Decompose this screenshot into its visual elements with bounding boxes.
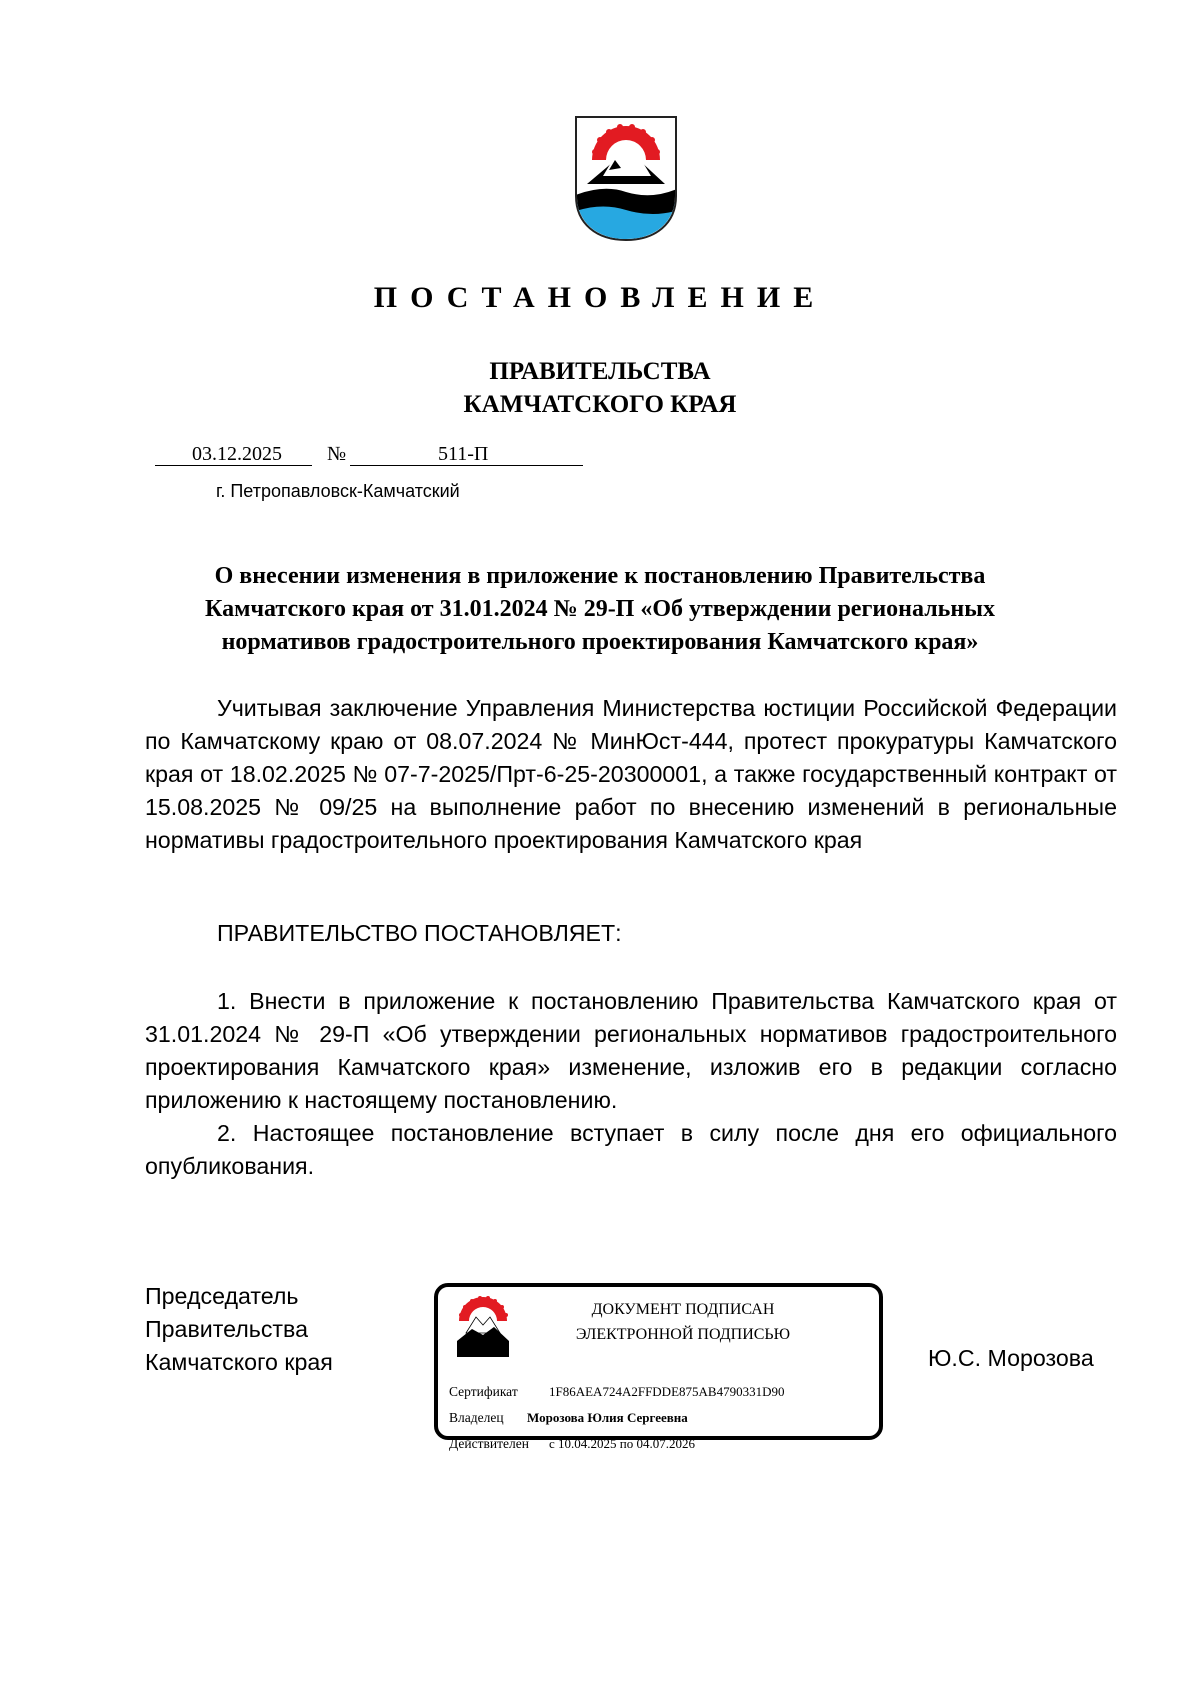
owner-value: Морозова Юлия Сергеевна <box>527 1410 688 1425</box>
stamp-owner-row <box>449 1410 688 1426</box>
resolution-items <box>145 985 1117 1183</box>
coat-of-arms-icon <box>573 114 679 242</box>
stamp-certificate-row <box>449 1384 784 1400</box>
resolution-item: 1. Внести в приложение к постановлению Правительства Камчатского края от 31.01.2024 № 29-П «Об утверждении региональных нормативов градостроительного проектирования Камчатского края» изменение, изложив его в редакции согласно приложению к настоящему постановлению. <box>145 988 1117 1113</box>
resolves-heading: ПРАВИТЕЛЬСТВО ПОСТАНОВЛЯЕТ: <box>217 920 622 946</box>
stamp-heading <box>538 1297 828 1347</box>
subject-line: нормативов градостроительного проектирования Камчатского края» <box>221 629 979 655</box>
preamble-paragraph: Учитывая заключение Управления Министерства юстиции Российской Федерации по Камчатскому краю от 08.07.2024 № МинЮст-444, протест прокуратуры Камчатского края от 18.02.2025 № 07-7-2025/Прт-6-25-20300001, а также государственный контракт от 15.08.2025 № 09/25 на выполнение работ по внесению изменений в региональные нормативы градостроительного проектирования Камчатского края <box>145 695 1117 853</box>
document-subject <box>130 560 1070 659</box>
signer-position-line: Камчатского края <box>145 1349 333 1375</box>
owner-label: Владелец <box>449 1410 504 1425</box>
subject-line: Камчатского края от 31.01.2024 № 29-П «Об утверждении региональных <box>205 596 995 622</box>
document-number: 511-П <box>438 443 489 465</box>
signer-position <box>145 1280 333 1379</box>
stamp-emblem-icon <box>452 1293 514 1363</box>
issuing-authority <box>0 355 1200 421</box>
certificate-label: Сертификат <box>449 1384 518 1399</box>
authority-line: КАМЧАТСКОГО КРАЯ <box>463 391 737 418</box>
date-number-line <box>155 443 583 471</box>
preamble <box>145 692 1117 857</box>
validity-value: с 10.04.2025 по 04.07.2026 <box>549 1436 695 1451</box>
document-type-title: ПОСТАНОВЛЕНИЕ <box>373 281 827 314</box>
electronic-signature-stamp <box>434 1283 883 1451</box>
city-of-issue: г. Петропавловск-Камчатский <box>216 481 460 501</box>
signer-position-line: Председатель <box>145 1283 299 1309</box>
document-date: 03.12.2025 <box>192 443 282 465</box>
certificate-value: 1F86AEA724A2FFDDE875AB4790331D90 <box>549 1384 785 1399</box>
subject-line: О внесении изменения в приложение к постановлению Правительства <box>214 563 986 589</box>
stamp-heading-line: ДОКУМЕНТ ПОДПИСАН <box>591 1301 775 1318</box>
stamp-validity-row <box>449 1436 695 1452</box>
stamp-heading-line: ЭЛЕКТРОННОЙ ПОДПИСЬЮ <box>575 1326 791 1343</box>
number-sign: № <box>327 443 347 465</box>
signer-position-line: Правительства <box>145 1316 308 1342</box>
signer-name: Ю.С. Морозова <box>928 1345 1094 1371</box>
validity-label: Действителен <box>449 1436 529 1451</box>
resolution-item: 2. Настоящее постановление вступает в силу после дня его официального опубликования. <box>145 1120 1117 1179</box>
authority-line: ПРАВИТЕЛЬСТВА <box>489 358 711 385</box>
